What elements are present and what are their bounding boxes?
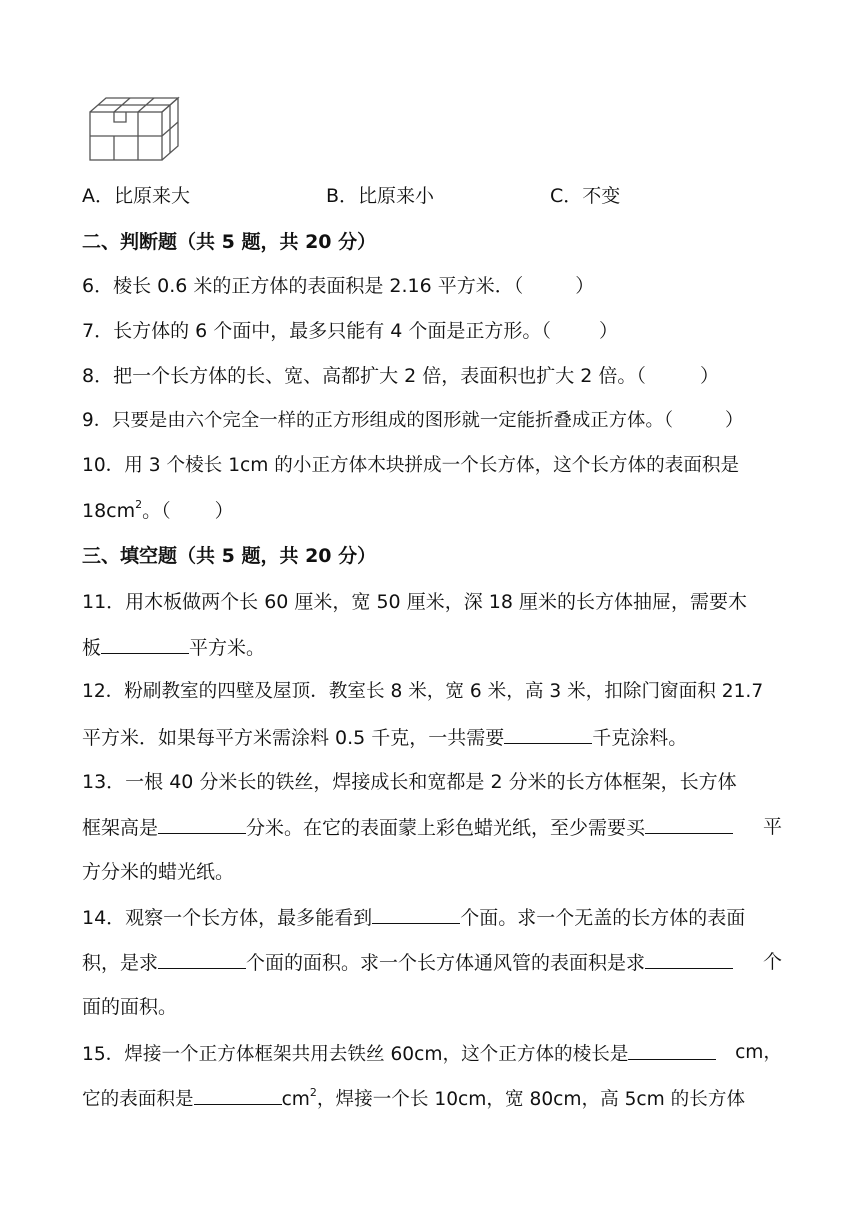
question-10-close: ） [214,500,234,522]
question-15-exponent: 2 [309,1085,317,1099]
question-15-post: cm， [735,1042,782,1063]
question-15-line-2 [82,1086,782,1112]
question-11-post: 平方米。 [189,637,266,659]
question-8-text: 8．把一个长方体的长、宽、高都扩大 2 倍，表面积也扩大 2 倍。（ [82,365,646,387]
question-14-mid: 个面的面积。求一个长方体通风管的表面积是求 [246,952,646,974]
question-11-line-1: 11．用木板做两个长 60 厘米，宽 50 厘米，深 18 厘米的长方体抽屉，需要木 [82,591,747,613]
question-13-line-3: 方分米的蜡光纸。 [82,861,235,883]
question-15-line-1 [82,1041,782,1067]
blank-11[interactable] [101,635,189,654]
question-14-pre-2: 积，是求 [82,952,159,974]
blank-15b[interactable] [194,1086,282,1105]
question-6-close: ） [575,275,595,297]
question-10-line-2 [82,499,782,523]
question-9-close: ） [725,410,744,431]
question-12-line-1: 12．粉刷教室的四壁及屋顶．教室长 8 米，宽 6 米，高 3 米，扣除门窗面积 21.7 [82,681,764,702]
blank-13b[interactable] [645,815,733,834]
question-12-pre: 平方米．如果每平方米需涂料 0.5 千克，一共需要 [82,727,505,749]
blank-14b[interactable] [158,950,246,969]
question-12-post: 千克涂料。 [592,727,688,749]
question-13-post: 平 [762,816,782,838]
blank-13a[interactable] [158,815,246,834]
question-7-close: ） [598,320,618,342]
question-13-line-2 [82,815,782,840]
question-10-unit: 18cm [82,500,136,522]
blank-14c[interactable] [645,950,733,969]
question-9 [82,409,782,433]
question-6-text: 6．棱长 0.6 米的正方体的表面积是 2.16 平方米．（ [82,275,524,297]
question-10-open: 。（ [142,500,171,522]
blank-12[interactable] [504,725,592,744]
blank-15a[interactable] [628,1041,716,1060]
question-14-line-2 [82,950,782,975]
q5-options [82,184,782,208]
question-8-close: ） [699,365,719,387]
option-c: C．不变 [550,185,621,207]
question-14-pre: 14．观察一个长方体，最多能看到 [82,907,373,929]
question-11-line-2 [82,635,782,660]
question-6 [82,274,782,298]
question-7 [82,319,782,343]
question-10-line-1: 10．用 3 个棱长 1cm 的小正方体木块拼成一个长方体，这个长方体的表面积是 [82,455,740,476]
question-10-exponent: 2 [135,497,143,511]
question-14-line-3: 面的面积。 [82,996,178,1018]
question-9-text: 9．只要是由六个完全一样的正方形组成的图形就一定能折叠成正方体。（ [82,410,674,431]
question-15-unit: cm [281,1089,310,1110]
question-12-line-2 [82,725,782,750]
question-13-mid: 分米。在它的表面蒙上彩色蜡光纸，至少需要买 [246,817,646,839]
question-13-line-1: 13．一根 40 分米长的铁丝，焊接成长和宽都是 2 分米的长方体框架，长方体 [82,771,737,793]
question-14-post: 个面。求一个无盖的长方体的表面 [460,907,746,929]
question-8 [82,364,782,388]
option-b: B．比原来小 [326,185,435,207]
option-a: A．比原来大 [82,185,190,207]
cube-with-missing-corner-figure [86,88,186,164]
blank-14a[interactable] [372,905,460,924]
question-15-pre-2: 它的表面积是 [82,1089,194,1110]
section-2-heading: 二、判断题（共 5 题，共 20 分） [82,231,377,253]
question-15-post-2: ，焊接一个长 10cm，宽 80cm，高 5cm 的长方体 [316,1089,746,1110]
section-3-heading: 三、填空题（共 5 题，共 20 分） [82,545,377,567]
question-14-post-2: 个 [762,951,782,973]
question-13-pre: 框架高是 [82,817,159,839]
question-7-text: 7．长方体的 6 个面中，最多只能有 4 个面是正方形。（ [82,320,551,342]
question-15-pre: 15．焊接一个正方体框架共用去铁丝 60cm，这个正方体的棱长是 [82,1044,629,1065]
question-14-line-1 [82,905,782,930]
question-11-pre: 板 [82,637,102,659]
